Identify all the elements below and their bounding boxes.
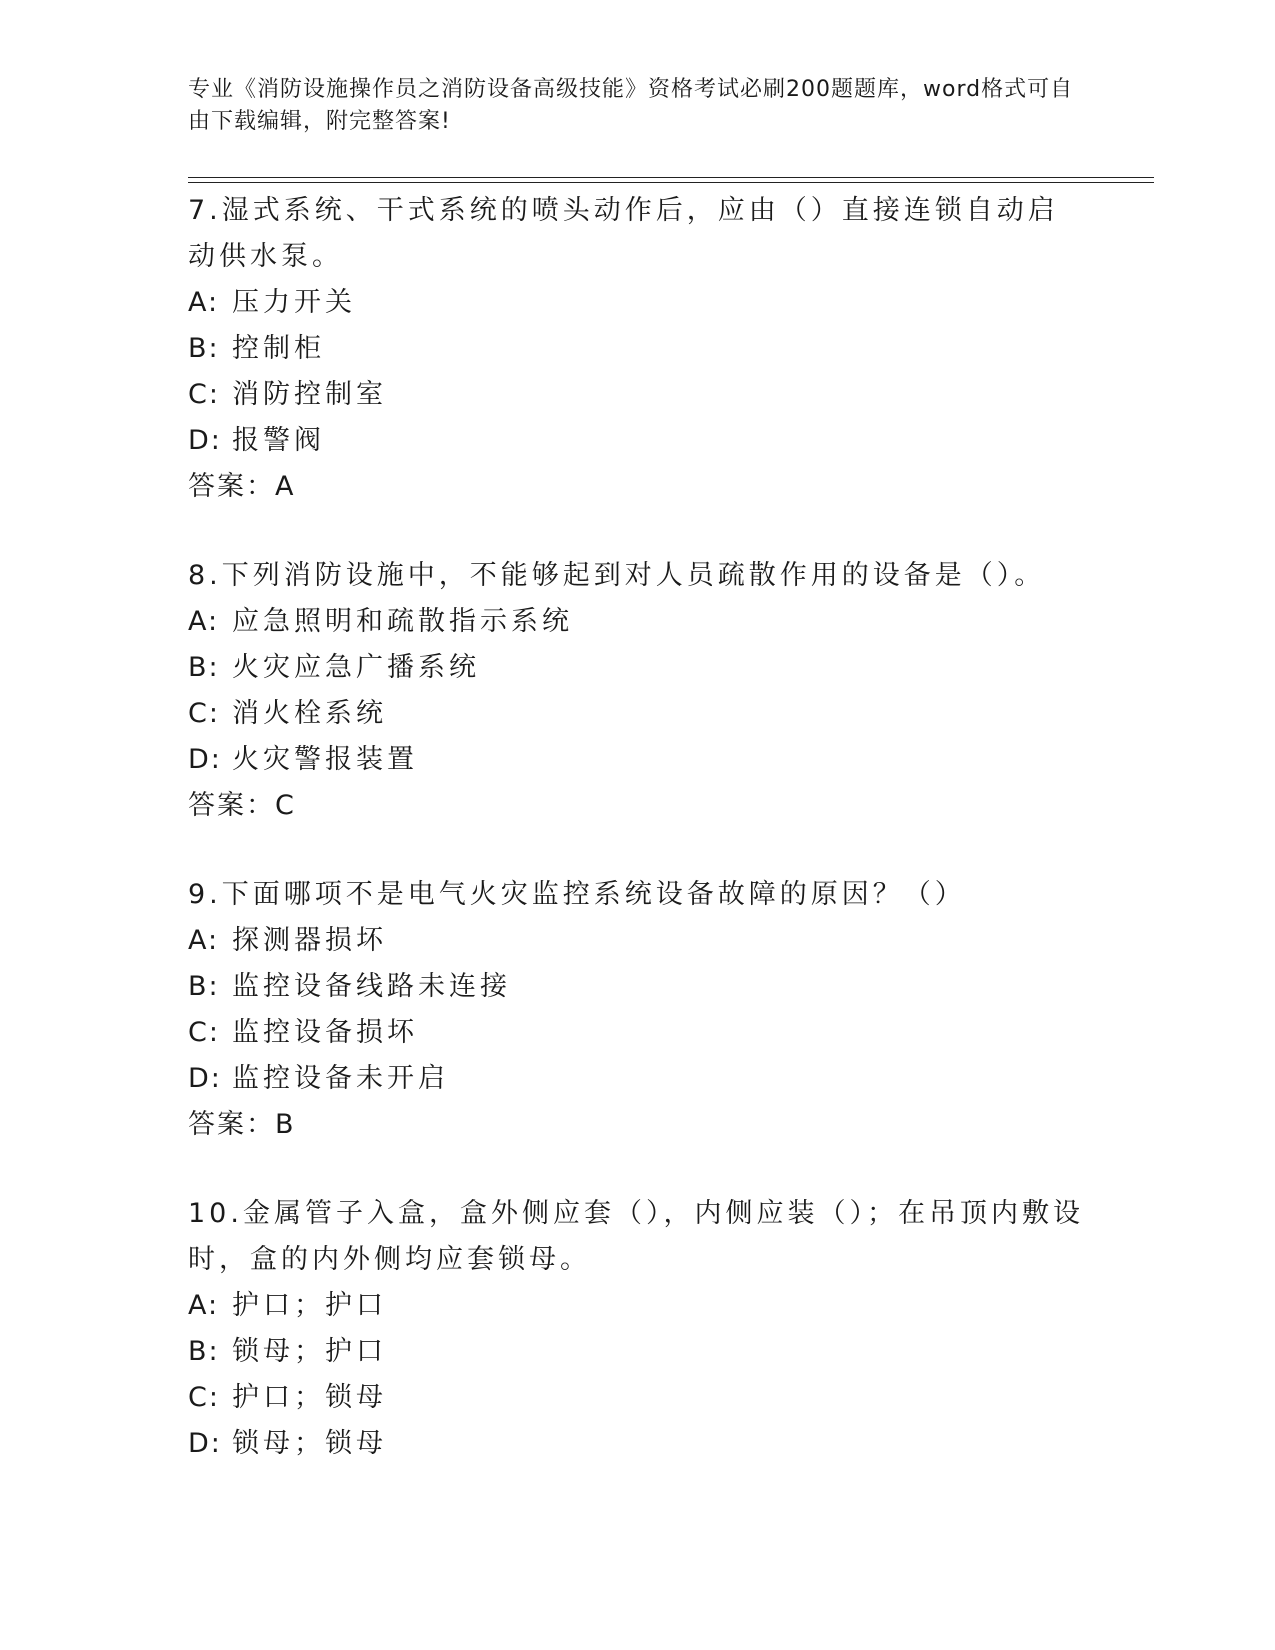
option-text: 控制柜	[232, 333, 325, 364]
question-7	[188, 188, 1088, 510]
option-key: D:	[188, 425, 222, 456]
option-b	[188, 645, 1088, 691]
option-text: 护口；护口	[232, 1290, 387, 1321]
question-8	[188, 553, 1088, 829]
option-c	[188, 1375, 1088, 1421]
option-text: 消防控制室	[232, 379, 387, 410]
option-key: C:	[188, 1382, 220, 1413]
option-text: 火灾应急广播系统	[232, 652, 480, 683]
answer-line: 答案：A	[188, 471, 296, 502]
option-c	[188, 691, 1088, 737]
option-text: 探测器损坏	[232, 925, 387, 956]
option-text: 压力开关	[232, 287, 356, 318]
option-text: 监控设备未开启	[232, 1063, 449, 1094]
option-text: 火灾警报装置	[232, 744, 418, 775]
option-key: B:	[188, 652, 220, 683]
option-key: D:	[188, 744, 222, 775]
option-a	[188, 1283, 1088, 1329]
question-stem: 10.金属管子入盒，盒外侧应套（），内侧应装（）；在吊顶内敷设时，盒的内外侧均应套锁母。	[188, 1198, 1084, 1275]
option-d	[188, 737, 1088, 783]
option-b	[188, 326, 1088, 372]
option-d	[188, 418, 1088, 464]
option-key: A:	[188, 925, 220, 956]
header-divider-top	[188, 177, 1154, 178]
option-key: A:	[188, 606, 220, 637]
option-text: 报警阀	[232, 425, 325, 456]
option-key: C:	[188, 698, 220, 729]
option-key: A:	[188, 287, 220, 318]
option-c	[188, 372, 1088, 418]
option-text: 应急照明和疏散指示系统	[232, 606, 573, 637]
option-a	[188, 918, 1088, 964]
option-key: B:	[188, 1336, 220, 1367]
question-stem: 7.湿式系统、干式系统的喷头动作后，应由（）直接连锁自动启动供水泵。	[188, 195, 1059, 272]
document-header: 专业《消防设施操作员之消防设备高级技能》资格考试必刷200题题库，word格式可自由下载编辑，附完整答案!	[188, 77, 1074, 134]
option-c	[188, 1010, 1088, 1056]
option-key: A:	[188, 1290, 220, 1321]
option-b	[188, 964, 1088, 1010]
option-key: C:	[188, 1017, 220, 1048]
option-key: D:	[188, 1428, 222, 1459]
option-a	[188, 599, 1088, 645]
question-stem: 8.下列消防设施中，不能够起到对人员疏散作用的设备是（）。	[188, 560, 1046, 591]
option-key: B:	[188, 333, 220, 364]
answer-line: 答案：B	[188, 1109, 296, 1140]
option-text: 监控设备损坏	[232, 1017, 418, 1048]
option-text: 消火栓系统	[232, 698, 387, 729]
header-divider-bottom	[188, 182, 1154, 183]
option-d	[188, 1056, 1088, 1102]
option-text: 监控设备线路未连接	[232, 971, 511, 1002]
option-key: D:	[188, 1063, 222, 1094]
question-stem: 9.下面哪项不是电气火灾监控系统设备故障的原因？（）	[188, 879, 966, 910]
option-key: C:	[188, 379, 220, 410]
option-key: B:	[188, 971, 220, 1002]
option-text: 锁母；锁母	[232, 1428, 387, 1459]
question-10	[188, 1191, 1088, 1467]
option-a	[188, 280, 1088, 326]
option-b	[188, 1329, 1088, 1375]
question-9	[188, 872, 1088, 1148]
option-text: 护口；锁母	[232, 1382, 387, 1413]
option-text: 锁母；护口	[232, 1336, 387, 1367]
option-d	[188, 1421, 1088, 1467]
answer-line: 答案：C	[188, 790, 296, 821]
